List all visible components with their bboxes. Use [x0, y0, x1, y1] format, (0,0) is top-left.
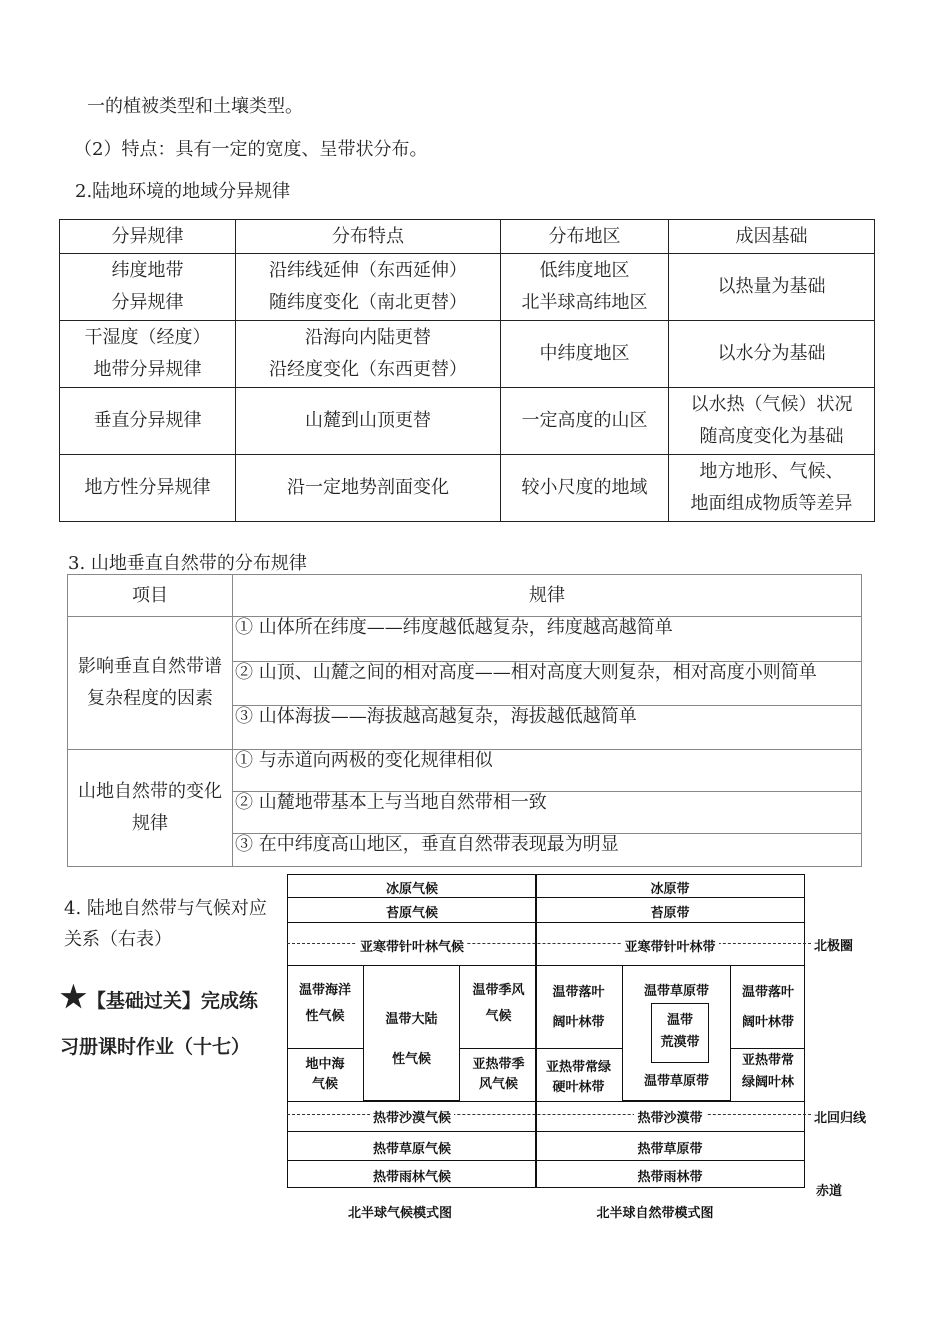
table-cell: 地方性分异规律 — [60, 455, 236, 522]
table-cell: 一定高度的山区 — [501, 388, 669, 455]
monsoon-climate-label: 温带季风 气候 — [472, 983, 525, 1024]
table-cell: ② 山顶、山麓之间的相对高度——相对高度大则复杂，相对高度小则简单 — [233, 662, 862, 706]
equator-label: 赤道 — [816, 1184, 843, 1199]
star-icon: ★ — [60, 980, 87, 1015]
continental-climate-label: 温带大陆 性气候 — [385, 1012, 438, 1067]
cell-divider — [535, 1048, 622, 1049]
table-row — [60, 254, 875, 321]
cell-divider — [287, 1048, 363, 1049]
evergreen-broadleaf-label: 亚热带常 绿阔叶林 — [741, 1053, 794, 1090]
taiga-zone-label: 亚寒带针叶林带 — [535, 936, 805, 955]
table-cell: 沿纬线延伸（东西延伸） 随纬度变化（南北更替） — [236, 254, 501, 321]
cell-divider — [460, 1048, 537, 1049]
subarctic-climate-label: 亚寒带针叶林气候 — [287, 936, 537, 955]
ice-zone-label: 冰原带 — [650, 882, 690, 897]
arctic-circle-label: 北极圈 — [814, 939, 854, 954]
table-row — [68, 617, 862, 662]
temperate-grassland-label: 温带草原带 — [643, 984, 709, 999]
tropical-desert-climate-label: 热带沙漠气候 — [287, 1107, 537, 1126]
table-header-row — [60, 220, 875, 254]
tropical-desert-zone-label: 热带沙漠带 — [535, 1107, 805, 1126]
vertical-zonation-table — [67, 574, 862, 867]
sclerophyll-forest-label: 亚热带常绿 硬叶林带 — [545, 1060, 611, 1095]
table-cell: 以水分为基础 — [669, 321, 875, 388]
table-header: 分布特点 — [236, 220, 501, 254]
row-divider — [287, 1160, 805, 1161]
table-cell: 以热量为基础 — [669, 254, 875, 321]
ice-climate-label: 冰原气候 — [385, 882, 438, 897]
tropical-rainforest-zone-label: 热带雨林带 — [637, 1170, 703, 1185]
tundra-climate-label: 苔原气候 — [385, 906, 438, 921]
table-row — [60, 321, 875, 388]
row-divider — [287, 897, 805, 898]
row-divider — [287, 922, 805, 923]
table-cell: 山地自然带的变化 规律 — [68, 750, 233, 867]
maritime-climate-label: 温带海洋 性气候 — [298, 983, 351, 1024]
table-cell: 纬度地带 分异规律 — [60, 254, 236, 321]
table-cell: 以水热（气候）状况 随高度变化为基础 — [669, 388, 875, 455]
basic-pass-note — [60, 975, 272, 1070]
section-3-title: 3. 山地垂直自然带的分布规律 — [68, 553, 307, 574]
basic-pass-text: 【基础过关】完成练习册课时作业（十七） — [60, 990, 258, 1058]
nature-diagram-caption: 北半球自然带模式图 — [596, 1206, 714, 1221]
subtropical-monsoon-climate-label: 亚热带季 风气候 — [472, 1057, 525, 1092]
table-cell: 中纬度地区 — [501, 321, 669, 388]
deciduous-forest-right-label: 温带落叶 阔叶林带 — [741, 985, 794, 1030]
table-cell: 低纬度地区 北半球高纬地区 — [501, 254, 669, 321]
table-row — [68, 750, 862, 792]
table-header: 分异规律 — [60, 220, 236, 254]
temperate-grassland-low-label: 温带草原带 — [643, 1074, 709, 1089]
table-cell: 山麓到山顶更替 — [236, 388, 501, 455]
intro-line: 一的植被类型和土壤类型。 — [87, 96, 303, 117]
table-cell: ③ 在中纬度高山地区，垂直自然带表现最为明显 — [233, 834, 862, 867]
row-divider — [287, 1131, 805, 1132]
point-2: （2）特点：具有一定的宽度、呈带状分布。 — [74, 139, 428, 160]
table-row — [60, 388, 875, 455]
section-2-title: 2.陆地环境的地域分异规律 — [75, 181, 291, 202]
table-cell: ① 与赤道向两极的变化规律相似 — [233, 750, 862, 792]
zonal-differentiation-table — [59, 219, 875, 522]
tropical-rainforest-climate-label: 热带雨林气候 — [372, 1170, 451, 1185]
table-row — [60, 455, 875, 522]
table-cell: 较小尺度的地域 — [501, 455, 669, 522]
table-cell: 沿一定地势剖面变化 — [236, 455, 501, 522]
table-cell: ③ 山体海拔——海拔越高越复杂，海拔越低越简单 — [233, 706, 862, 750]
table-cell: 干湿度（经度） 地带分异规律 — [60, 321, 236, 388]
table-header: 规律 — [233, 575, 862, 617]
deciduous-forest-left-label: 温带落叶 阔叶林带 — [552, 985, 605, 1030]
table-header-row — [68, 575, 862, 617]
table-header: 项目 — [68, 575, 233, 617]
climate-diagram-caption: 北半球气候模式图 — [347, 1206, 452, 1221]
tropic-of-cancer-label: 北回归线 — [814, 1111, 867, 1126]
tundra-zone-label: 苔原带 — [650, 906, 690, 921]
tropical-grassland-climate-label: 热带草原气候 — [372, 1142, 451, 1157]
tropical-grassland-zone-label: 热带草原带 — [637, 1142, 703, 1157]
mediterranean-climate-label: 地中海 气候 — [305, 1057, 345, 1092]
table-header: 成因基础 — [669, 220, 875, 254]
table-cell: ① 山体所在纬度——纬度越低越复杂，纬度越高越简单 — [233, 617, 862, 662]
row-divider — [287, 1101, 805, 1102]
section-4-text: 4. 陆地自然带与气候对应关系（右表） — [64, 898, 267, 950]
table-header: 分布地区 — [501, 220, 669, 254]
table-cell: 垂直分异规律 — [60, 388, 236, 455]
table-cell: 沿海向内陆更替 沿经度变化（东西更替） — [236, 321, 501, 388]
table-cell: ② 山麓地带基本上与当地自然带相一致 — [233, 792, 862, 834]
temperate-desert-label: 温带 荒漠带 — [660, 1013, 700, 1050]
cell-divider — [731, 1048, 805, 1049]
table-cell: 地方地形、气候、 地面组成物质等差异 — [669, 455, 875, 522]
table-cell: 影响垂直自然带谱 复杂程度的因素 — [68, 617, 233, 750]
